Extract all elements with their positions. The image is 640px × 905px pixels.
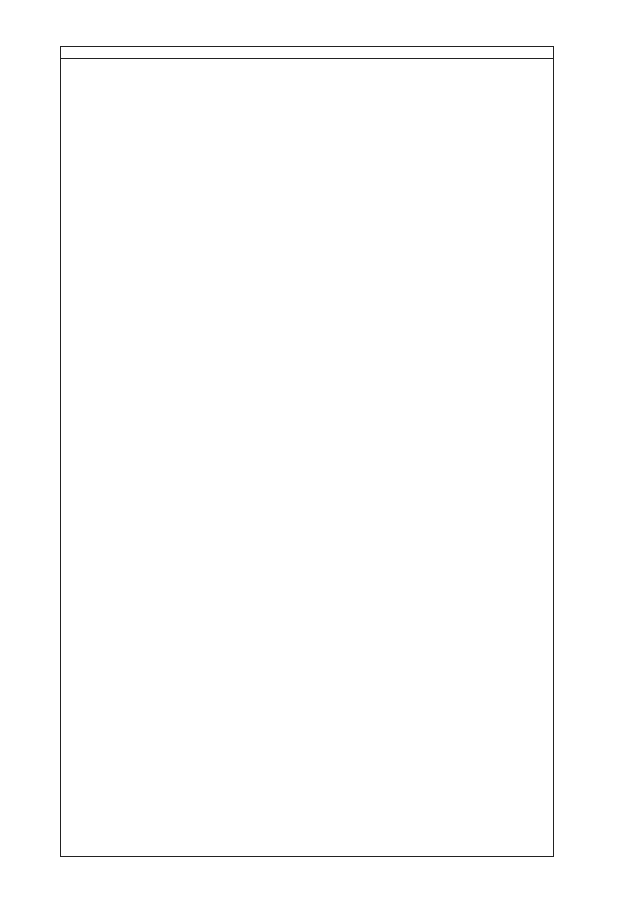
budget-table [60,46,554,857]
header-col-6 [533,47,555,58]
header-col-4 [383,47,473,58]
header-col-5 [473,47,533,58]
header-col-1 [61,47,261,58]
header-col-2 [261,47,283,58]
header-col-3 [283,47,383,58]
table-header [61,47,553,59]
